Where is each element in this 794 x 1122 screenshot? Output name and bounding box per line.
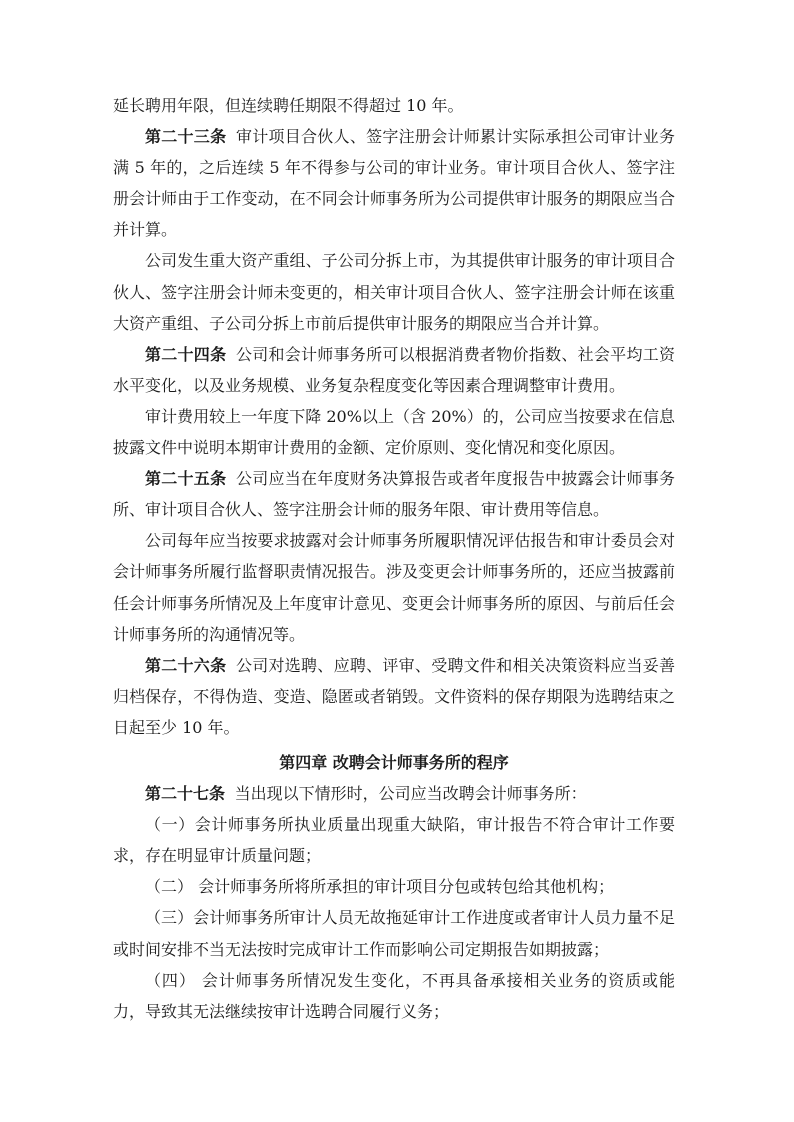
paragraph xyxy=(113,778,675,809)
paragraph xyxy=(113,463,675,525)
paragraph xyxy=(113,121,675,245)
text-run: 公司对选聘、应聘、评审、受聘文件和相关决策资料应当妥善归档保存，不得伪造、变造、隐匿或者销毁。文件资料的保存期限为选聘结束之日起至少 10 年。 xyxy=(113,655,675,737)
article-number: 第二十六条 xyxy=(145,655,227,675)
article-number: 第二十七条 xyxy=(145,784,226,804)
article-number: 第二十四条 xyxy=(145,344,227,364)
text-run: 延长聘用年限，但连续聘任期限不得超过 10 年。 xyxy=(113,96,464,115)
text-run: 审计费用较上一年度下降 20%以上（含 20%）的，公司应当按要求在信息披露文件中说明本期审计费用的金额、定价原则、变化情况和变化原因。 xyxy=(113,406,675,458)
text-run: （四） 会计师事务所情况发生变化，不再具备承接相关业务的资质或能力，导致其无法继续按审计选聘合同履行义务； xyxy=(113,970,675,1021)
paragraph xyxy=(113,339,675,401)
text-run: 公司和会计师事务所可以根据消费者物价指数、社会平均工资水平变化，以及业务规模、业务复杂程度变化等因素合理调整审计费用。 xyxy=(113,344,675,395)
article-number: 第二十三条 xyxy=(145,127,227,147)
text-run: 公司每年应当按要求披露对会计师事务所履职情况评估报告和审计委员会对会计师事务所履行监督职责情况报告。涉及变更会计师事务所的，还应当披露前任会计师事务所情况及上年度审计意见、变更会计师事务所的原因、与前后任会计师事务所的沟通情况等。 xyxy=(113,531,675,644)
chapter-heading xyxy=(113,747,675,778)
paragraph xyxy=(113,525,675,649)
text-run: 当出现以下情形时，公司应当改聘会计师事务所： xyxy=(234,784,587,804)
paragraph xyxy=(113,401,675,463)
paragraph xyxy=(113,965,675,1027)
paragraph xyxy=(113,871,675,902)
text-run: 公司应当在年度财务决算报告或者年度报告中披露会计师事务所、审计项目合伙人、签字注册会计师的服务年限、审计费用等信息。 xyxy=(113,469,675,520)
document-body xyxy=(113,90,675,1027)
text-run: （一）会计师事务所执业质量出现重大缺陷，审计报告不符合审计工作要求，存在明显审计质量问题； xyxy=(113,815,675,866)
article-number: 第二十五条 xyxy=(145,469,227,489)
text-run: （三）会计师事务所审计人员无故拖延审计工作进度或者审计人员力量不足或时间安排不当无法按时完成审计工作而影响公司定期报告如期披露； xyxy=(113,908,675,959)
text-run: 第四章 改聘会计师事务所的程序 xyxy=(279,752,509,772)
text-run: （二） 会计师事务所将所承担的审计项目分包或转包给其他机构； xyxy=(145,877,615,897)
paragraph xyxy=(113,650,675,743)
paragraph xyxy=(113,90,675,121)
paragraph xyxy=(113,809,675,871)
paragraph xyxy=(113,245,675,338)
text-run: 公司发生重大资产重组、子公司分拆上市，为其提供审计服务的审计项目合伙人、签字注册会计师未变更的，相关审计项目合伙人、签字注册会计师在该重大资产重组、子公司分拆上市前后提供审计服务的期限应当合并计算。 xyxy=(113,251,675,333)
paragraph xyxy=(113,902,675,964)
text-run: 审计项目合伙人、签字注册会计师累计实际承担公司审计业务满 5 年的，之后连续 5 年不得参与公司的审计业务。审计项目合伙人、签字注册会计师由于工作变动，在不同会计师事务所为公司提供审计服务的期限应当合并计算。 xyxy=(113,127,675,240)
